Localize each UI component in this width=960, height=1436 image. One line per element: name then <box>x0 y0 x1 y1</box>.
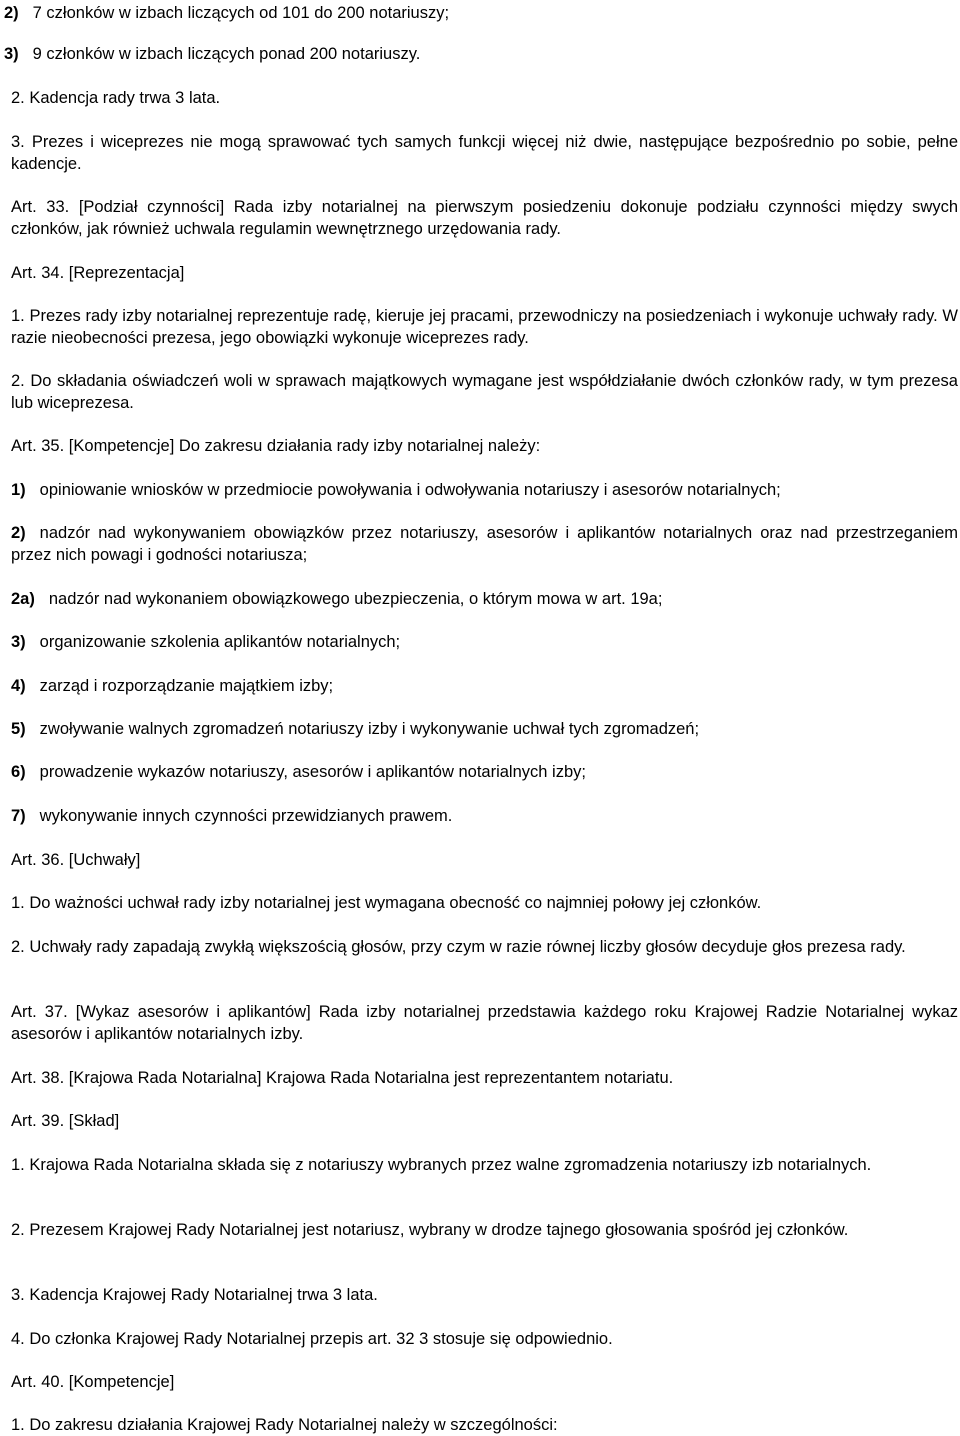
article-35-item-1 <box>4 479 960 501</box>
paragraph-number: 2. <box>11 372 25 390</box>
paragraph-number: 1. <box>11 307 25 325</box>
paragraph-term-limit <box>4 131 958 175</box>
article-35-item-5 <box>4 718 960 740</box>
paragraph-text: Do członka Krajowej Rady Notarialnej przepis art. 32 3 stosuje się odpowiednio. <box>29 1330 613 1348</box>
article-text: [Podział czynności] Rada izby notarialnej na pierwszym posiedzeniu dokonuje podziału czynności między swych członków, jak również uchwala regulamin wewnętrznego urzędowania rady. <box>11 198 959 238</box>
item-number: 1) <box>11 481 26 499</box>
article-35-item-2 <box>4 522 958 566</box>
article-35-item-2a <box>4 588 960 610</box>
article-35-item-6 <box>4 761 960 783</box>
paragraph-text: Prezes i wiceprezes nie mogą sprawować tych samych funkcji więcej niż dwie, następujące bezpośrednio po sobie, pełne kadencje. <box>11 133 958 173</box>
paragraph-number: 3. <box>11 133 25 151</box>
item-number: 3) <box>4 45 19 63</box>
article-40-heading <box>4 1371 960 1393</box>
paragraph-number: 2. <box>11 938 25 956</box>
article-text: [Kompetencje] Do zakresu działania rady izby notarialnej należy: <box>68 437 541 455</box>
list-item-3 <box>4 43 958 65</box>
article-text: [Wykaz asesorów i aplikantów] Rada izby notarialnej przedstawia każdego roku Krajowej Radzie Notarialnej wykaz asesorów i aplikantów notarialnych izby. <box>11 1003 958 1043</box>
article-39-par-3 <box>4 1284 960 1306</box>
paragraph-text: Do składania oświadczeń woli w sprawach majątkowych wymagane jest współdziałanie dwóch członków rady, w tym prezesa lub wiceprezesa. <box>11 372 958 412</box>
item-text: zarząd i rozporządzanie majątkiem izby; <box>39 677 334 695</box>
paragraph-text: Kadencja Krajowej Rady Notarialnej trwa 3 lata. <box>29 1286 378 1304</box>
paragraph-text: Do zakresu działania Krajowej Rady Notarialnej należy w szczególności: <box>29 1416 558 1434</box>
article-35-item-7 <box>4 805 960 827</box>
item-number: 2) <box>4 4 19 22</box>
article-36-par-2 <box>4 936 958 958</box>
article-number: Art. 40. <box>11 1373 65 1391</box>
article-37 <box>4 1001 958 1045</box>
item-number: 3) <box>11 633 26 651</box>
paragraph-number: 2. <box>11 1221 25 1239</box>
article-39-par-2 <box>4 1219 958 1241</box>
article-title: [Kompetencje] <box>68 1373 175 1391</box>
article-35-heading <box>4 435 960 457</box>
item-number: 5) <box>11 720 26 738</box>
item-text: opiniowanie wniosków w przedmiocie powoływania i odwoływania notariuszy i asesorów notarialnych; <box>39 481 781 499</box>
paragraph-number: 1. <box>11 894 25 912</box>
article-39-par-4 <box>4 1328 960 1350</box>
article-34-par-2 <box>4 370 958 414</box>
article-number: Art. 36. <box>11 851 65 869</box>
item-text: nadzór nad wykonaniem obowiązkowego ubezpieczenia, o którym mowa w art. 19a; <box>48 590 663 608</box>
paragraph-number: 1. <box>11 1416 25 1434</box>
item-text: organizowanie szkolenia aplikantów notarialnych; <box>39 633 401 651</box>
article-39-heading <box>4 1110 960 1132</box>
item-number: 4) <box>11 677 26 695</box>
article-34-par-1 <box>4 305 958 349</box>
paragraph-text: Do ważności uchwał rady izby notarialnej jest wymagana obecność co najmniej połowy jej członków. <box>29 894 762 912</box>
article-39-par-1 <box>4 1154 958 1176</box>
article-number: Art. 38. <box>11 1069 65 1087</box>
item-text: nadzór nad wykonywaniem obowiązków przez notariuszy, asesorów i aplikantów notarialnych oraz nad przestrzeganiem przez nich powagi i godności notariusza; <box>11 524 958 564</box>
article-number: Art. 33. <box>11 198 70 216</box>
article-35-item-4 <box>4 675 960 697</box>
article-text: [Krajowa Rada Notarialna] Krajowa Rada Notarialna jest reprezentantem notariatu. <box>68 1069 674 1087</box>
item-number: 2a) <box>11 590 35 608</box>
item-number: 6) <box>11 763 26 781</box>
item-text: prowadzenie wykazów notariuszy, asesorów i aplikantów notarialnych izby; <box>39 763 586 781</box>
paragraph-text: Prezes rady izby notarialnej reprezentuje radę, kieruje jej pracami, przewodniczy na posiedzeniach i wykonuje uchwały rady. W razie nieobecności prezesa, jego obowiązki wykonuje wiceprezes rady. <box>11 307 958 347</box>
paragraph-term <box>4 87 960 109</box>
article-number: Art. 39. <box>11 1112 65 1130</box>
article-number: Art. 35. <box>11 437 65 455</box>
article-33 <box>4 196 958 240</box>
paragraph-text: Uchwały rady zapadają zwykłą większością głosów, przy czym w razie równej liczby głosów decyduje głos prezesa rady. <box>29 938 906 956</box>
list-item-2 <box>4 2 958 24</box>
item-text: 9 członków w izbach liczących ponad 200 notariuszy. <box>32 45 421 63</box>
item-text: 7 członków w izbach liczących od 101 do 200 notariuszy; <box>32 4 450 22</box>
article-35-item-3 <box>4 631 960 653</box>
paragraph-number: 3. <box>11 1286 25 1304</box>
article-number: Art. 34. <box>11 264 65 282</box>
article-36-par-1 <box>4 892 960 914</box>
paragraph-text: Prezesem Krajowej Rady Notarialnej jest notariusz, wybrany w drodze tajnego głosowania spośród jej członków. <box>29 1221 849 1239</box>
paragraph-number: 2. <box>11 89 25 107</box>
item-text: wykonywanie innych czynności przewidzianych prawem. <box>39 807 453 825</box>
article-title: [Reprezentacja] <box>68 264 185 282</box>
article-title: [Uchwały] <box>68 851 141 869</box>
paragraph-number: 1. <box>11 1156 25 1174</box>
article-36-heading <box>4 849 960 871</box>
item-number: 2) <box>11 524 26 542</box>
paragraph-number: 4. <box>11 1330 25 1348</box>
item-number: 7) <box>11 807 26 825</box>
paragraph-text: Kadencja rady trwa 3 lata. <box>29 89 221 107</box>
paragraph-text: Krajowa Rada Notarialna składa się z notariuszy wybranych przez walne zgromadzenia notariuszy izb notarialnych. <box>29 1156 872 1174</box>
article-40-par-1 <box>4 1414 960 1436</box>
article-34-heading <box>4 262 960 284</box>
article-number: Art. 37. <box>11 1003 68 1021</box>
item-text: zwoływanie walnych zgromadzeń notariuszy izby i wykonywanie uchwał tych zgromadzeń; <box>39 720 700 738</box>
article-38 <box>4 1067 960 1089</box>
article-title: [Skład] <box>68 1112 120 1130</box>
